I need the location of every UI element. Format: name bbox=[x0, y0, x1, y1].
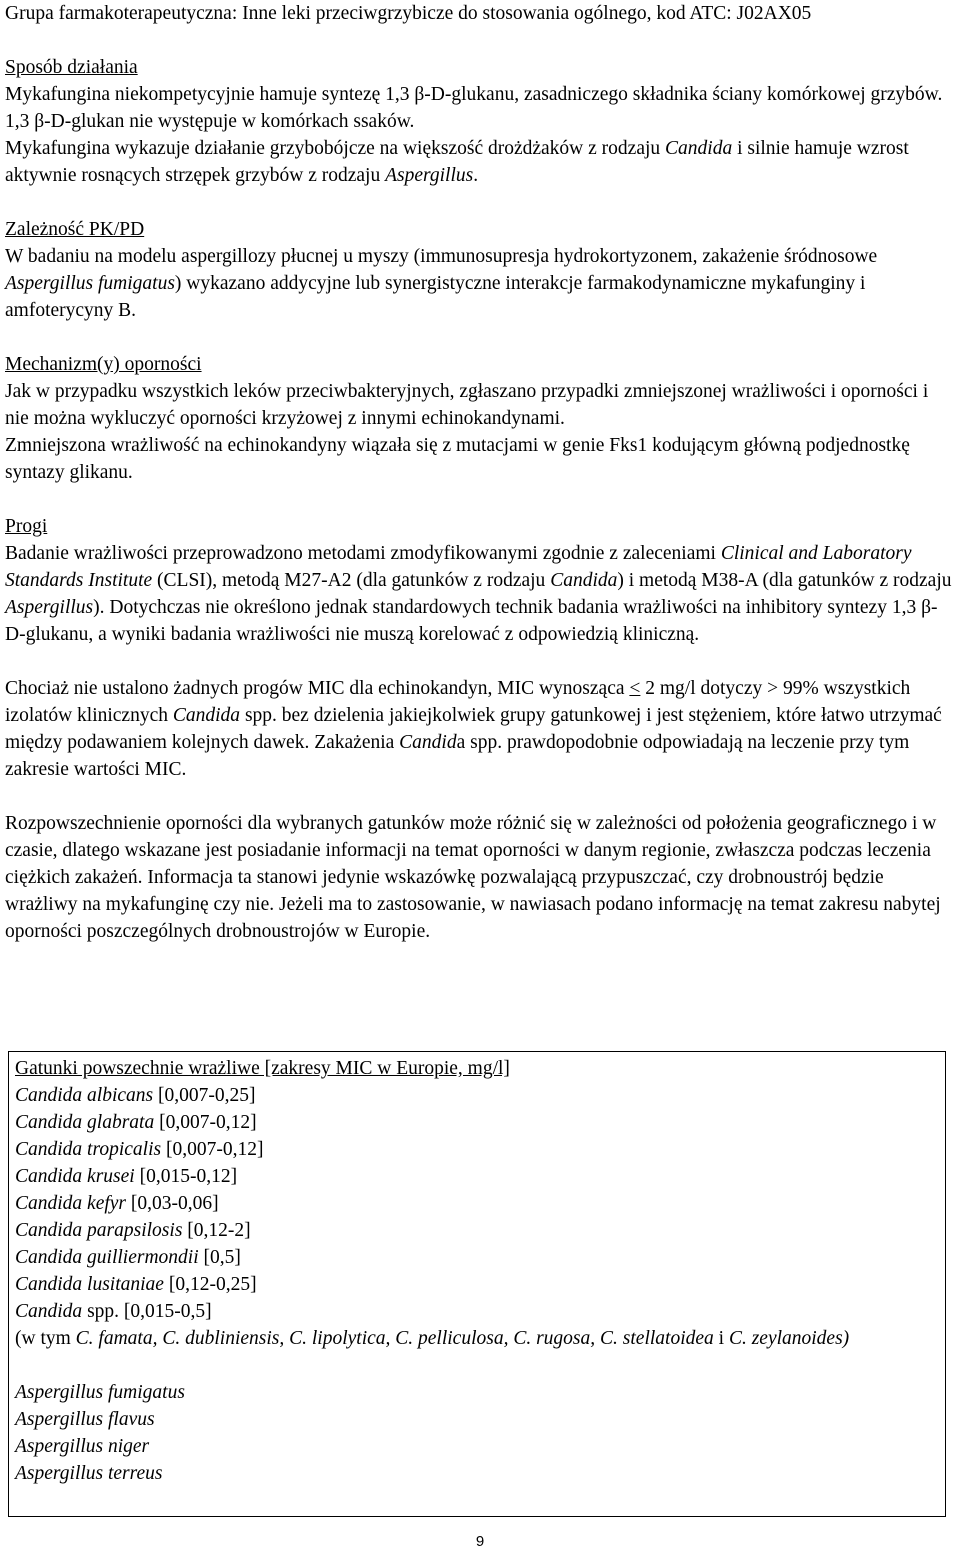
pkpd-heading: Zależność PK/PD bbox=[5, 219, 145, 240]
table-row: Candida guilliermondii [0,5] bbox=[15, 1247, 241, 1268]
candida-species-list bbox=[15, 1082, 945, 1325]
table-row: Aspergillus flavus bbox=[15, 1409, 155, 1430]
table-row: Candida parapsilosis [0,12-2] bbox=[15, 1220, 251, 1241]
table-row: Candida spp. [0,015-0,5] bbox=[15, 1301, 212, 1322]
pkpd-paragraph: W badaniu na modelu aspergillozy płucnej u myszy (immunosupresja hydrokortyzonem, zakażenie śródnosowe Aspergillus fumigatus) wykazano addycyjne lub synergistyczne interakcje farmakodynamiczne mykafunginy i amfoterycyny B. bbox=[5, 246, 878, 321]
table-row: Candida glabrata [0,007-0,12] bbox=[15, 1112, 257, 1133]
mechanism-paragraph-1: Mykafungina niekompetycyjnie hamuje syntezę 1,3 β-D-glukanu, zasadniczego składnika ściany komórkowej grzybów. 1,3 β-D-glukan nie występuje w komórkach ssaków. bbox=[5, 84, 943, 132]
table-row: Candida tropicalis [0,007-0,12] bbox=[15, 1139, 264, 1160]
resistance-paragraph-2: Zmniejszona wrażliwość na echinokandyny wiązała się z mutacjami w genie Fks1 kodującym główną podjednostkę syntazy glikanu. bbox=[5, 435, 910, 483]
table-row: Aspergillus fumigatus bbox=[15, 1382, 185, 1403]
resistance-paragraph-1: Jak w przypadku wszystkich leków przeciwbakteryjnych, zgłaszano przypadki zmniejszonej wrażliwości i oporności i nie można wykluczyć oporności krzyżowej z innymi echinokandynami. bbox=[5, 381, 929, 429]
document-page bbox=[5, 0, 955, 945]
susceptibility-table bbox=[8, 1051, 946, 1517]
resistance-heading: Mechanizm(y) oporności bbox=[5, 354, 202, 375]
table-row: Candida krusei [0,015-0,12] bbox=[15, 1166, 238, 1187]
page-number: 9 bbox=[475, 1533, 485, 1550]
table-row: Candida albicans [0,007-0,25] bbox=[15, 1085, 256, 1106]
prevalence-paragraph: Rozpowszechnienie oporności dla wybranych gatunków może różnić się w zależności od położenia geograficznego i w czasie, dlatego wskazane jest posiadanie informacji na temat oporności w danym regionie, zwłaszcza podczas leczenia ciężkich zakażeń. Informacja ta stanowi jedynie wskazówkę pozwalającą przypuszczać, czy drobnoustrój będzie wrażliwy na mykafunginę czy nie. Jeżeli ma to zastosowanie, w nawiasach podano informację na temat zakresu nabytej oporności poszczególnych drobnoustrojów w Europie. bbox=[5, 813, 941, 942]
mechanism-heading: Sposób działania bbox=[5, 57, 138, 78]
candida-note: (w tym C. famata, C. dubliniensis, C. lipolytica, C. pelliculosa, C. rugosa, C. stellatoidea i C. zeylanoides) bbox=[15, 1328, 850, 1349]
atc-group-text: Grupa farmakoterapeutyczna: Inne leki przeciwgrzybicze do stosowania ogólnego, kod ATC: J02AX05 bbox=[5, 3, 812, 24]
table-row: Candida kefyr [0,03-0,06] bbox=[15, 1193, 219, 1214]
table-row: Aspergillus terreus bbox=[15, 1463, 163, 1484]
mic-paragraph: Chociaż nie ustalono żadnych progów MIC dla echinokandyn, MIC wynosząca < 2 mg/l dotyczy > 99% wszystkich izolatów klinicznych Candida spp. bez dzielenia jakiejkolwiek grupy gatunkowej i jest stężeniem, które łatwo utrzymać między podawaniem kolejnych dawek. Zakażenia Candida spp. prawdopodobnie odpowiadają na leczenie przy tym zakresie wartości MIC. bbox=[5, 678, 942, 780]
aspergillus-species-list bbox=[15, 1379, 945, 1487]
breakpoints-heading: Progi bbox=[5, 516, 48, 537]
table-header: Gatunki powszechnie wrażliwe [zakresy MIC w Europie, mg/l] bbox=[15, 1058, 510, 1079]
table-row: Aspergillus niger bbox=[15, 1436, 150, 1457]
breakpoints-paragraph: Badanie wrażliwości przeprowadzono metodami zmodyfikowanymi zgodnie z zaleceniami Clinical and Laboratory Standards Institute (CLSI), metodą M27-A2 (dla gatunków z rodzaju Candida) i metodą M38-A (dla gatunków z rodzaju Aspergillus). Dotychczas nie określono jednak standardowych technik badania wrażliwości na inhibitory syntezy 1,3 β-D-glukanu, a wyniki badania wrażliwości nie muszą korelować z odpowiedzią kliniczną. bbox=[5, 543, 952, 645]
mechanism-paragraph-2: Mykafungina wykazuje działanie grzybobójcze na większość drożdżaków z rodzaju Candida i silnie hamuje wzrost aktywnie rosnących strzępek grzybów z rodzaju Aspergillus. bbox=[5, 138, 909, 186]
table-row: Candida lusitaniae [0,12-0,25] bbox=[15, 1274, 257, 1295]
